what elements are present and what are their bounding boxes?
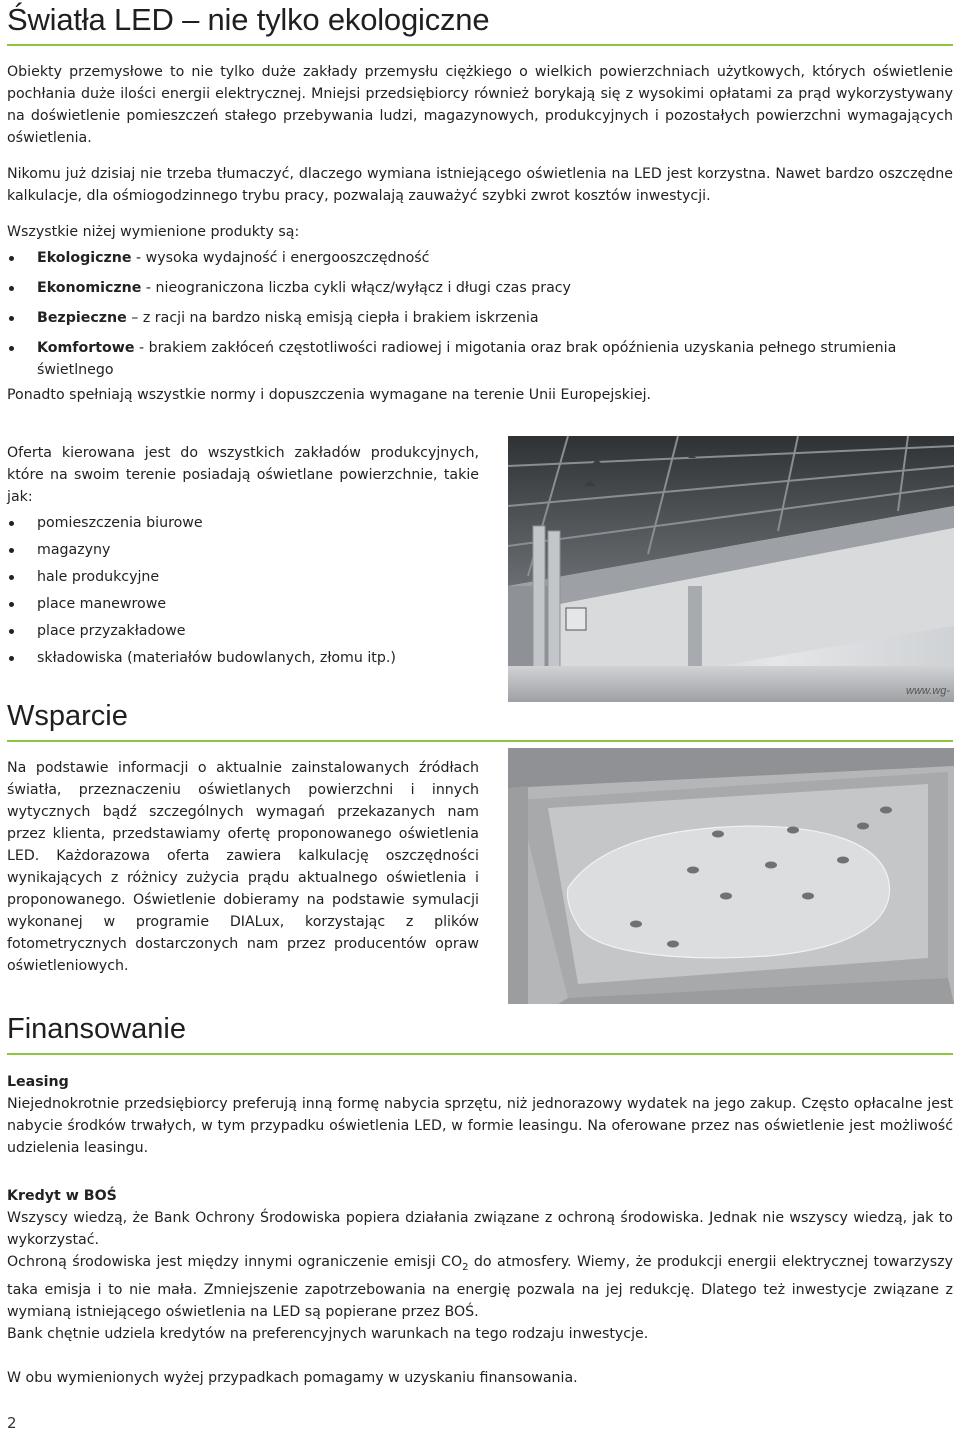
products-intro: Wszystkie niżej wymienione produkty są: [7,224,300,240]
credit-heading [7,1185,953,1207]
offer-intro: Oferta kierowana jest do wszystkich zakładów produkcyjnych, które na swoim terenie posiadają oświetlane powierzchnie, takie jak: [7,445,479,505]
photo-watermark: www.wg- [906,685,951,697]
feature-term: Komfortowe [37,340,135,356]
support-divider [7,740,953,742]
list-item [7,337,953,381]
list-item: place przyzakładowe [7,620,479,642]
support-heading: Wsparcie [7,700,128,732]
title-divider [7,44,953,46]
list-item: magazyny [7,539,479,561]
intro-section [7,61,953,406]
places-list [7,512,479,669]
feature-desc: - nieograniczona liczba cykli włącz/wyłącz i długi czas pracy [141,280,571,296]
finance-heading: Finansowanie [7,1013,186,1045]
list-item: pomieszczenia biurowe [7,512,479,534]
leasing-paragraph: Niejednokrotnie przedsiębiorcy preferują inną formę nabycia sprzętu, niż jednorazowy wydatek na jego zakup. Często opłacalne jest nabycie środków trwałych, w tym przypadku oświetlenia LED, w formie leasingu. Na oferowane przez nas oświetlenie jest możliwość udzielenia leasingu. [7,1096,953,1156]
support-paragraph: Na podstawie informacji o aktualnie zainstalowanych źródłach światła, przeznaczeniu oświetlanych powierzchni i innych wytycznych bądź szczególnych wymagań przekazanych nam przez klienta, przedstawiamy ofertę proponowanego oświetlenia LED. Każdorazowa oferta zawiera kalkulację oszczędności wynikających z różnicy zużycia prądu aktualnego oświetlenia i proponowanego. Oświetlenie dobieramy na podstawie symulacji wykonanej w programie DIALux, korzystając z plików fotometrycznych dostarczonych nam przez producentów opraw oświetleniowych. [7,760,479,974]
offer-section [7,442,479,674]
list-item [7,247,953,269]
list-item: place manewrowe [7,593,479,615]
credit-text-b: do atmosfery. Wiemy, że produkcji energii elektrycznej towarzyszy taka emisja i to nie mała. Zmniejszenie zapotrzebowania na energię pozwala na jej redukcję. Dlatego też inwestycje związane z wymianą istniejącego oświetlenia na LED są popierane przez BOŚ. [7,1254,953,1320]
feature-term: Ekonomiczne [37,280,142,296]
feature-desc: – z racji na bardzo niską emisją ciepła i brakiem iskrzenia [126,310,539,326]
list-item [7,277,953,299]
feature-desc: - brakiem zakłóceń częstotliwości radiowej i migotania oraz brak opóźnienia uzyskania pełnego strumienia świetlnego [37,340,897,378]
list-item: hale produkcyjne [7,566,479,588]
credit-paragraph-1: Wszyscy wiedzą, że Bank Ochrony Środowiska popiera działania związane z ochroną środowiska. Jednak nie wszyscy wiedzą, jak to wykorzystać. [7,1210,953,1248]
features-list [7,247,953,381]
warehouse-photo [508,436,954,702]
finance-section [7,1071,953,1389]
feature-term: Ekologiczne [37,250,132,266]
support-section [7,757,479,977]
norms-paragraph: Ponadto spełniają wszystkie normy i dopuszczenia wymagane na terenie Unii Europejskiej. [7,387,652,403]
page-number: 2 [7,1414,17,1432]
closing-paragraph: W obu wymienionych wyżej przypadkach pomagamy w uzyskaniu finansowania. [7,1369,578,1386]
intro-paragraph-2: Nikomu już dzisiaj nie trzeba tłumaczyć, dlaczego wymiana istniejącego oświetlenia na LED jest korzystna. Nawet bardzo oszczędne kalkulacje, dla ośmiogodzinnego trybu pracy, pozwalają zauważyć szybki zwrot kosztów inwestycji. [7,166,953,204]
co2-subscript: 2 [462,1261,469,1273]
feature-term: Bezpieczne [37,310,127,326]
leasing-heading-text: Leasing [7,1074,69,1090]
leasing-heading [7,1071,953,1093]
intro-paragraph-1: Obiekty przemysłowe to nie tylko duże zakłady przemysłu ciężkiego o wielkich powierzchniach użytkowych, których oświetlenie pochłania duże ilości energii elektrycznej. Mniejsi przedsiębiorcy również borykają się z wysokimi opłatami za prąd wykorzystywany na doświetlenie pomieszczeń stałego przebywania ludzi, magazynowych, produkcyjnych i pozostałych powierzchni wymagających oświetlenia. [7,64,953,146]
list-item: składowiska (materiałów budowlanych, złomu itp.) [7,647,479,669]
credit-heading-text: Kredyt w BOŚ [7,1188,117,1204]
finance-divider [7,1053,953,1055]
credit-paragraph-2 [7,1251,953,1323]
page-title: Światła LED – nie tylko ekologiczne [7,2,490,37]
list-item [7,307,953,329]
credit-paragraph-3: Bank chętnie udziela kredytów na preferencyjnych warunkach na tego rodzaju inwestycje. [7,1325,649,1342]
credit-text-a: Ochroną środowiska jest między innymi ograniczenie emisji CO [7,1254,463,1270]
dialux-simulation-image [508,748,954,1004]
feature-desc: - wysoka wydajność i energooszczędność [131,250,430,266]
